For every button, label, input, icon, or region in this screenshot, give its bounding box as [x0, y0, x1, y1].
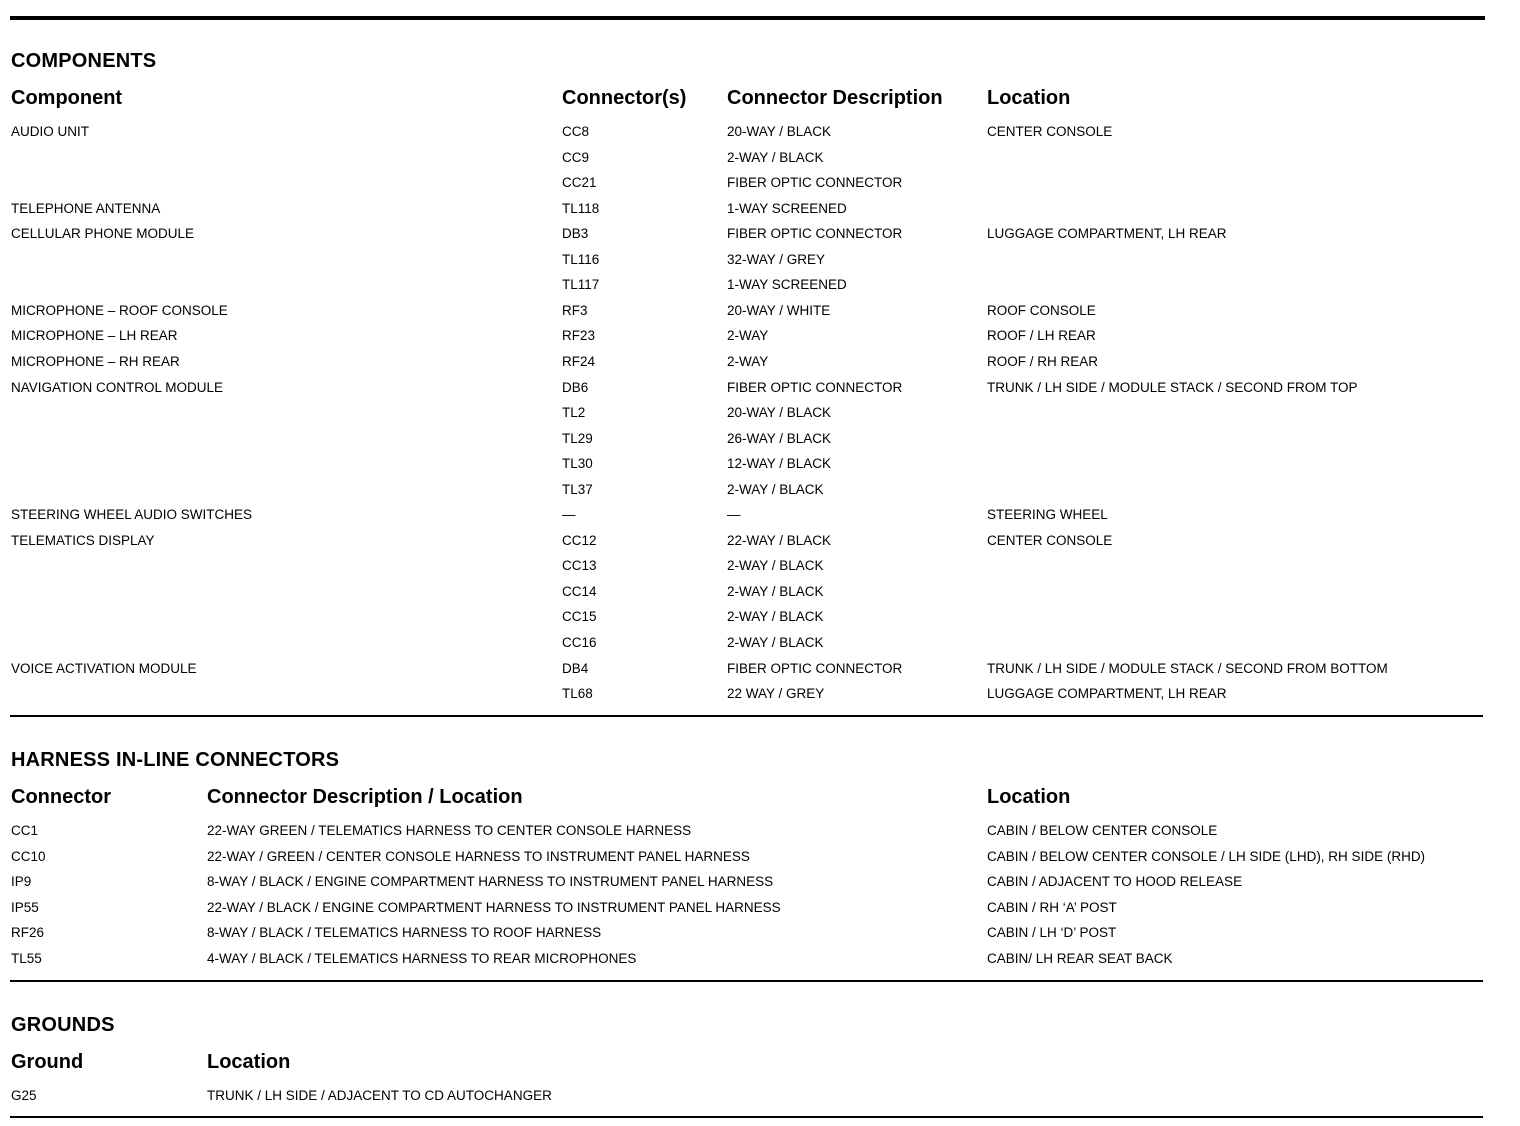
harness-cell-connector: CC1 — [11, 823, 39, 838]
components-cell-location: ROOF CONSOLE — [987, 302, 1096, 318]
components-header-description: Connector Description — [727, 87, 943, 109]
harness-cell-description: 22-WAY GREEN / TELEMATICS HARNESS TO CENTER CONSOLE HARNESS — [207, 823, 692, 838]
harness-cell-connector: RF26 — [11, 925, 45, 941]
components-cell-connector: DB6 — [562, 379, 589, 395]
components-header-connector: Connector(s) — [562, 87, 687, 109]
harness-cell-connector: IP9 — [11, 874, 32, 890]
components-cell-component: TELEMATICS DISPLAY — [11, 532, 155, 548]
components-cell-description: 2-WAY / BLACK — [727, 583, 824, 599]
components-cell-connector: DB4 — [562, 660, 589, 676]
components-cell-description: — — [727, 507, 741, 523]
components-header-location: Location — [987, 87, 1071, 109]
components-cell-component: AUDIO UNIT — [11, 124, 90, 139]
components-cell-connector: TL68 — [562, 686, 593, 702]
harness-cell-location: CABIN / BELOW CENTER CONSOLE / LH SIDE (LHD), RH SIDE (RHD) — [987, 848, 1426, 864]
harness-cell-location: CABIN / RH ‘A’ POST — [987, 899, 1117, 915]
components-cell-component: MICROPHONE – ROOF CONSOLE — [11, 302, 228, 318]
components-cell-connector: CC9 — [562, 149, 590, 165]
harness-header-description: Connector Description / Location — [207, 786, 523, 808]
components-cell-location: ROOF / RH REAR — [987, 353, 1099, 369]
components-cell-description: 2-WAY / BLACK — [727, 149, 824, 165]
components-cell-connector: TL37 — [562, 481, 593, 497]
components-cell-description: 2-WAY — [727, 328, 769, 344]
components-cell-connector: TL2 — [562, 405, 586, 421]
components-cell-connector: TL116 — [562, 251, 600, 267]
components-cell-description: 2-WAY / BLACK — [727, 635, 824, 650]
components-cell-component: STEERING WHEEL AUDIO SWITCHES — [11, 507, 253, 523]
components-cell-description: 12-WAY / BLACK — [727, 456, 832, 472]
harness-cell-location: CABIN/ LH REAR SEAT BACK — [987, 951, 1173, 966]
components-cell-location: TRUNK / LH SIDE / MODULE STACK / SECOND FROM BOTTOM — [987, 660, 1388, 676]
components-cell-connector: CC8 — [562, 124, 590, 139]
components-cell-connector: — — [562, 507, 576, 523]
top-rule — [10, 16, 1485, 20]
components-cell-description: 20-WAY / WHITE — [727, 302, 831, 318]
components-cell-connector: TL30 — [562, 456, 593, 472]
components-cell-connector: RF3 — [562, 302, 588, 318]
components-cell-connector: RF23 — [562, 328, 596, 344]
grounds-cell-location: TRUNK / LH SIDE / ADJACENT TO CD AUTOCHANGER — [207, 1088, 552, 1103]
components-cell-component: VOICE ACTIVATION MODULE — [11, 660, 197, 676]
components-cell-connector: CC21 — [562, 175, 597, 191]
harness-cell-location: CABIN / ADJACENT TO HOOD RELEASE — [987, 874, 1243, 890]
harness-cell-description: 4-WAY / BLACK / TELEMATICS HARNESS TO REAR MICROPHONES — [207, 951, 637, 966]
components-cell-location: LUGGAGE COMPARTMENT, LH REAR — [987, 226, 1227, 242]
components-cell-description: 2-WAY — [727, 353, 769, 369]
components-cell-location: ROOF / LH REAR — [987, 328, 1096, 344]
harness-cell-description: 22-WAY / GREEN / CENTER CONSOLE HARNESS TO INSTRUMENT PANEL HARNESS — [207, 848, 750, 864]
harness-cell-location: CABIN / BELOW CENTER CONSOLE — [987, 823, 1218, 838]
components-divider — [10, 715, 1483, 717]
components-cell-description: 22-WAY / BLACK — [727, 532, 832, 548]
harness-cell-location: CABIN / LH ‘D’ POST — [987, 925, 1117, 941]
grounds-divider — [10, 1116, 1483, 1118]
grounds-cell-ground: G25 — [11, 1088, 37, 1103]
components-cell-description: 20-WAY / BLACK — [727, 124, 832, 139]
components-cell-description: FIBER OPTIC CONNECTOR — [727, 175, 903, 191]
harness-cell-description: 22-WAY / BLACK / ENGINE COMPARTMENT HARNESS TO INSTRUMENT PANEL HARNESS — [207, 899, 781, 915]
components-cell-location: STEERING WHEEL — [987, 507, 1108, 523]
components-cell-component: NAVIGATION CONTROL MODULE — [11, 379, 224, 395]
components-cell-connector: DB3 — [562, 226, 589, 242]
harness-cell-connector: IP55 — [11, 899, 39, 915]
components-cell-description: 2-WAY / BLACK — [727, 609, 824, 625]
harness-cell-description: 8-WAY / BLACK / ENGINE COMPARTMENT HARNESS TO INSTRUMENT PANEL HARNESS — [207, 874, 774, 890]
components-section-title: COMPONENTS — [11, 50, 157, 72]
components-cell-component: MICROPHONE – RH REAR — [11, 353, 180, 369]
components-cell-connector: CC15 — [562, 609, 597, 625]
components-cell-location: CENTER CONSOLE — [987, 532, 1113, 548]
components-cell-connector: CC13 — [562, 558, 597, 574]
grounds-section-title: GROUNDS — [11, 1014, 115, 1036]
harness-section-title: HARNESS IN-LINE CONNECTORS — [11, 749, 340, 771]
components-cell-description: 2-WAY / BLACK — [727, 481, 824, 497]
components-cell-component: TELEPHONE ANTENNA — [11, 200, 161, 216]
components-cell-connector: CC16 — [562, 635, 597, 650]
components-cell-description: 20-WAY / BLACK — [727, 405, 832, 421]
components-cell-connector: CC12 — [562, 532, 597, 548]
grounds-header-location: Location — [207, 1051, 291, 1073]
components-cell-connector: CC14 — [562, 583, 597, 599]
components-cell-description: FIBER OPTIC CONNECTOR — [727, 379, 903, 395]
harness-divider — [10, 980, 1483, 982]
components-cell-description: 22 WAY / GREY — [727, 686, 825, 702]
components-cell-description: 1-WAY SCREENED — [727, 277, 847, 293]
components-cell-description: FIBER OPTIC CONNECTOR — [727, 226, 903, 242]
grounds-header-ground: Ground — [11, 1051, 84, 1073]
components-cell-description: 32-WAY / GREY — [727, 251, 826, 267]
components-cell-connector: TL29 — [562, 430, 593, 446]
components-cell-connector: TL117 — [562, 277, 600, 293]
components-cell-component: CELLULAR PHONE MODULE — [11, 226, 195, 242]
harness-header-location: Location — [987, 786, 1071, 808]
components-cell-description: 26-WAY / BLACK — [727, 430, 832, 446]
components-cell-connector: TL118 — [562, 200, 600, 216]
harness-cell-connector: CC10 — [11, 848, 46, 864]
components-cell-component: MICROPHONE – LH REAR — [11, 328, 178, 344]
components-cell-connector: RF24 — [562, 353, 596, 369]
harness-cell-connector: TL55 — [11, 951, 42, 966]
components-cell-location: TRUNK / LH SIDE / MODULE STACK / SECOND FROM TOP — [987, 379, 1358, 395]
components-cell-description: 1-WAY SCREENED — [727, 200, 847, 216]
components-cell-location: LUGGAGE COMPARTMENT, LH REAR — [987, 686, 1227, 702]
components-cell-description: 2-WAY / BLACK — [727, 558, 824, 574]
harness-header-connector: Connector — [11, 786, 111, 808]
components-cell-location: CENTER CONSOLE — [987, 124, 1113, 139]
components-cell-description: FIBER OPTIC CONNECTOR — [727, 660, 903, 676]
harness-cell-description: 8-WAY / BLACK / TELEMATICS HARNESS TO ROOF HARNESS — [207, 925, 602, 941]
components-header-component: Component — [11, 87, 123, 109]
